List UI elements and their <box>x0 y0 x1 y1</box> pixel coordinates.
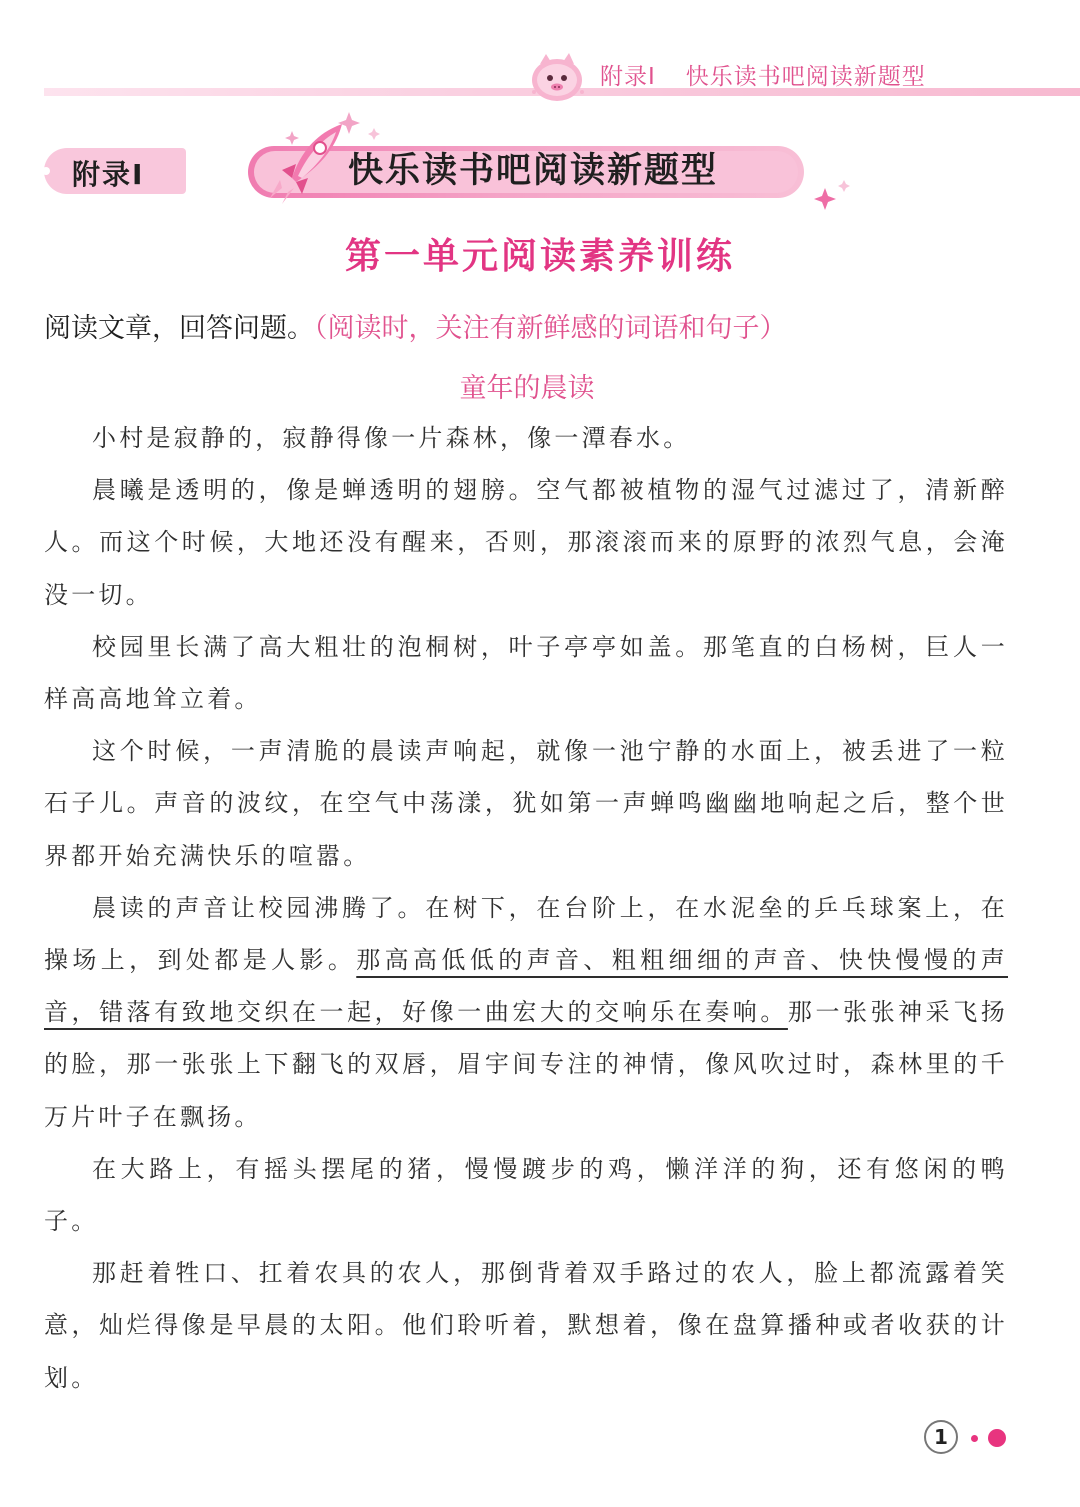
banner-title: 快乐读书吧阅读新题型 <box>348 151 719 191</box>
article-body <box>44 412 1008 1404</box>
paragraph-5-lead: 晨读的声音让校园沸腾了。在树下，在台阶上，在水泥垒的乒乓球案上，在操场上，到处都是人影。 <box>44 893 1008 975</box>
appendix-tag-label: 附录Ⅰ <box>72 158 145 191</box>
instruction-main: 阅读文章，回答问题。 <box>44 313 314 344</box>
page-dot-small <box>971 1435 978 1442</box>
sparkle-icons <box>0 0 1080 240</box>
underlined-sentence: 那高高低低的声音、粗粗细细的声音、快快慢慢的声音，错落有致地交织在一起，好像一曲宏大的交响乐在奏响。 <box>44 946 1008 1027</box>
running-head <box>600 58 926 90</box>
paragraph-7: 那赶着牲口、扛着农具的农人，那倒背着双手路过的农人，脸上都流露着笑意，灿烂得像是早晨的太阳。他们聆听着，默想着，像在盘算播种或者收获的计划。 <box>44 1259 1008 1392</box>
article-title: 童年的晨读 <box>459 373 595 404</box>
instruction <box>44 306 787 345</box>
rocket-icon <box>262 118 348 204</box>
page-dot-large <box>988 1429 1006 1447</box>
mascot-icon <box>526 46 588 106</box>
unit-title: 第一单元阅读素养训练 <box>344 236 735 277</box>
paragraph-6: 在大路上，有摇头摆尾的猪，慢慢踱步的鸡，懒洋洋的狗，还有悠闲的鸭子。 <box>44 1154 1008 1236</box>
running-head-section: 附录Ⅰ <box>600 64 656 90</box>
paragraph-2: 晨曦是透明的，像是蝉透明的翅膀。空气都被植物的湿气过滤过了，清新醉人。而这个时候，大地还没有醒来，否则，那滚滚而来的原野的浓烈气息，会淹没一切。 <box>44 476 1008 609</box>
running-head-title: 快乐读书吧阅读新题型 <box>685 64 926 90</box>
instruction-tip: （阅读时，关注有新鲜感的词语和句子） <box>314 313 787 344</box>
paragraph-5-tail: 那一张张神采飞扬的脸，那一张张上下翻飞的双唇，眉宇间专注的神情，像风吹过时，森林里的千万片叶子在飘扬。 <box>44 998 1008 1131</box>
paragraph-3: 校园里长满了高大粗壮的泡桐树，叶子亭亭如盖。那笔直的白杨树，巨人一样高高地耸立着。 <box>44 632 1008 714</box>
paragraph-5 <box>44 882 1008 1143</box>
page-number: 1 <box>924 1420 958 1454</box>
appendix-tag <box>44 148 186 194</box>
paragraph-1: 小村是寂静的，寂静得像一片森林，像一潭春水。 <box>92 424 691 452</box>
paragraph-4: 这个时候，一声清脆的晨读声响起，就像一池宁静的水面上，被丢进了一粒石子儿。声音的波纹，在空气中荡漾，犹如第一声蝉鸣幽幽地响起之后，整个世界都开始充满快乐的喧嚣。 <box>44 737 1008 870</box>
